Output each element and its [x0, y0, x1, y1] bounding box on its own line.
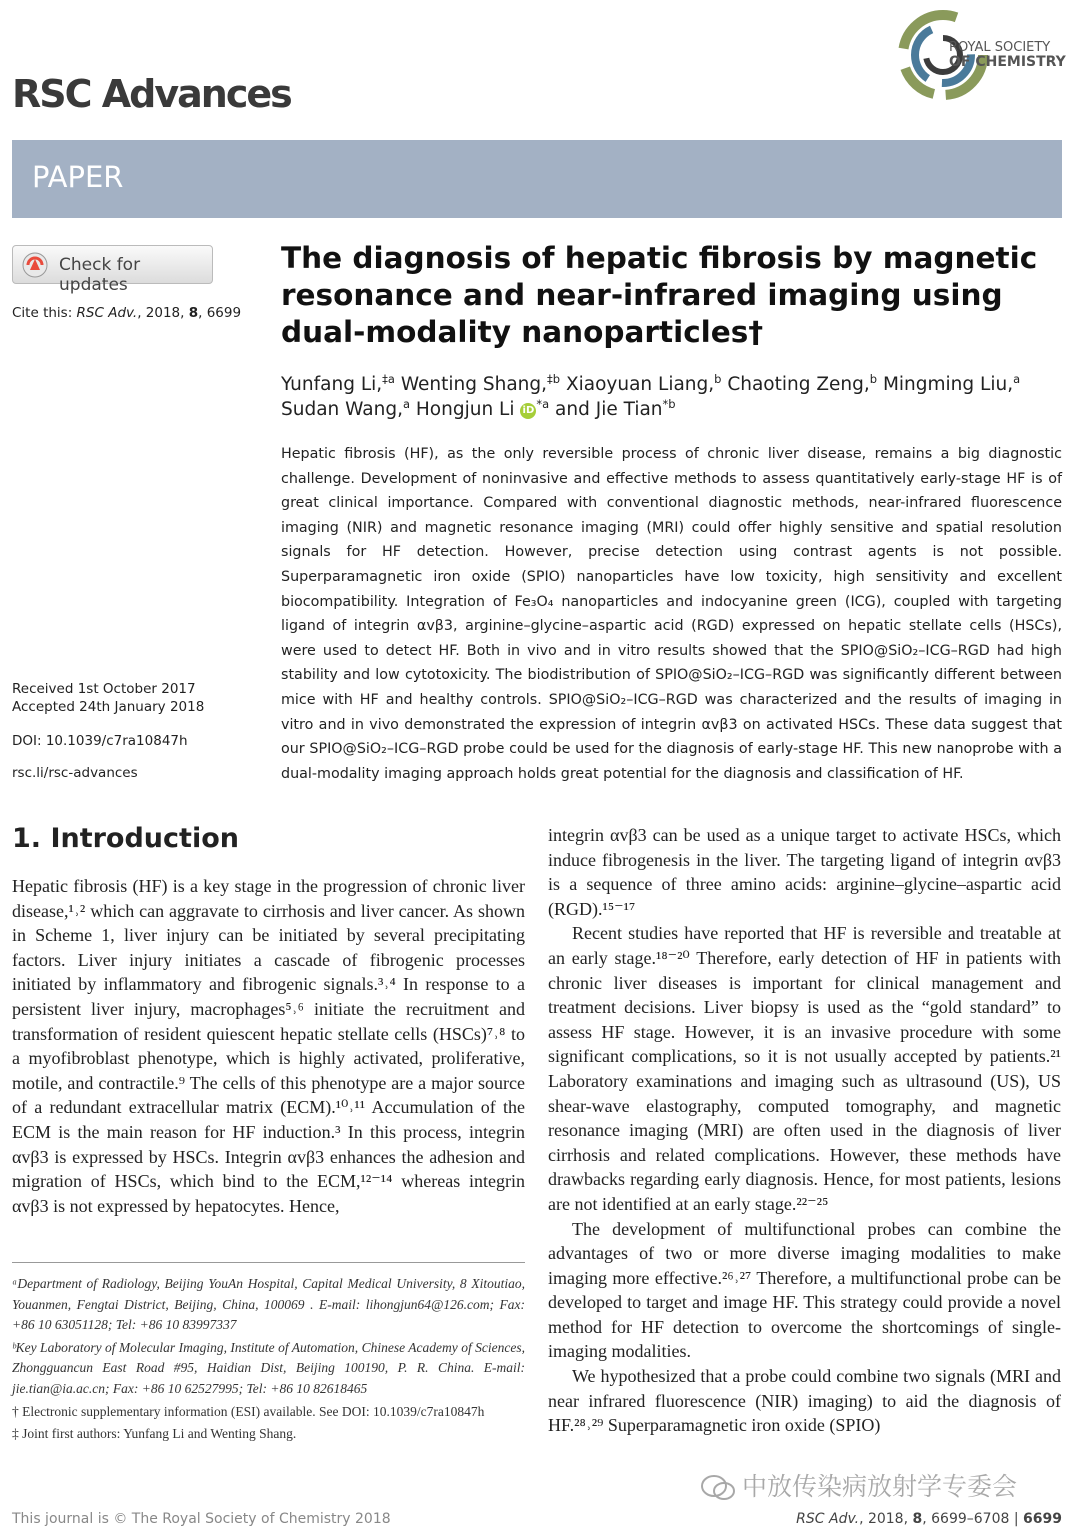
- journal-title: RSC Advances: [12, 72, 291, 116]
- author[interactable]: Sudan Wang,: [281, 399, 403, 420]
- footnotes: [12, 1274, 525, 1447]
- check-updates-icon: [22, 252, 48, 278]
- author[interactable]: Wenting Shang,: [400, 374, 548, 395]
- received-date: Received 1st October 2017: [12, 681, 196, 697]
- author-affil: a: [1013, 371, 1021, 386]
- cite-label: Cite this:: [12, 305, 77, 321]
- footnote-affiliation-a: ᵃDepartment of Radiology, Beijing YouAn Hospital, Capital Medical University, 8 Xitoutiao, Youanmen, Fengtai District, Beijing, China, 100069 . E-mail: lihongjun64@126.com; Fax: +86 10 63051128; Tel: +86 10 83997337: [12, 1276, 525, 1333]
- cite-volume: 8: [188, 305, 199, 321]
- abstract: [281, 442, 1062, 786]
- footnote-joint-authors: ‡ Joint first authors: Yunfang Li and Wenting Shang.: [12, 1426, 297, 1442]
- publisher-line2: OF CHEMISTRY: [949, 54, 1066, 70]
- article-title: The diagnosis of hepatic fibrosis by magnetic resonance and near-infrared imaging using dual-modality nanoparticles†: [281, 241, 1038, 349]
- author-affil: ‡a: [382, 371, 395, 386]
- doi-link[interactable]: DOI: 10.1039/c7ra10847h: [12, 733, 188, 749]
- watermark-text: 中放传染病放射学专委会: [742, 1472, 1018, 1501]
- section-heading-introduction: 1. Introduction: [12, 823, 239, 854]
- footnote-esi: † Electronic supplementary information (ESI) available. See DOI: 10.1039/c7ra10847h: [12, 1403, 485, 1419]
- publisher-line1: ROYAL SOCIETY: [949, 40, 1051, 55]
- cite-year: , 2018,: [137, 305, 189, 321]
- author[interactable]: Hongjun Li: [415, 399, 515, 420]
- paragraph: We hypothesized that a probe could combine two signals (MRI and near infrared fluorescence (NIR) imaging) to aid the diagnosis of HF.²⁸˒²⁹ Superparamagnetic iron oxide (SPIO): [548, 1366, 1061, 1436]
- paragraph: Recent studies have reported that HF is reversible and treatable at an early stage.¹⁸⁻²⁰ Therefore, early detection of HF in patients with chronic liver diseases is important for clinical management and treatment decisions. Liver biopsy is used as the “gold standard” to assess HF stage. However, it is an invasive procedure with some significant complications, so it is not usually accepted by patients.²¹ Laboratory examinations and imaging such as ultrasound (US), US shear-wave elastography, computed tomography, and magnetic resonance imaging (MRI) are often used in the diagnosis of liver cirrhosis and related complications. However, these methods have drawbacks regarding early diagnosis. Hence, for most patients, lesions are not identified at an early stage.²²⁻²⁵: [548, 923, 1061, 1214]
- abstract-text: Hepatic fibrosis (HF), as the only reversible process of chronic liver disease, remains a big diagnostic challenge. Development of noninvasive and effective methods to assess quantitatively early-stage HF is of great clinical importance. Compared with conventional diagnostic methods, near-infrared fluorescence imaging (NIR) and magnetic resonance imaging (MRI) could offer highly sensitive and spatial resolution signals for HF detection. However, precise detection using contrast agents is not possible. Superparamagnetic iron oxide (SPIO) nanoparticles have low toxicity, high sensitivity and excellent biocompatibility. Integration of Fe₃O₄ nanoparticles and indocyanine green (ICG), coupled with targeting ligand of integrin αvβ3, arginine–glycine–aspartic acid (RGD) expressed on hepatic stellate cells (HSCs), were used to detect HF. Both in vivo and in vitro results showed that the SPIO@SiO₂–ICG–RGD had high stability and low cytotoxicity. The biodistribution of SPIO@SiO₂–ICG–RGD was significantly different between mice with HF and healthy controls. SPIO@SiO₂–ICG–RGD was characterized and the results of imaging in vitro and in vivo demonstrated the expression of integrin αvβ3 on activated HSCs. These data suggest that our SPIO@SiO₂–ICG–RGD probe could be used for the diagnosis of early-stage HF. This new nanoprobe with a dual-modality imaging approach holds great potential for the diagnosis and classification of HF.: [281, 446, 1062, 782]
- rsc-logo: [895, 0, 1075, 110]
- paragraph: integrin αvβ3 can be used as a unique target to activate HSCs, which induce fibrogenesis in the liver. The targeting ligand of integrin αvβ3 is a sequence of three amino acids: arginine–glycine–aspartic acid (RGD).¹⁵⁻¹⁷: [548, 825, 1061, 919]
- journal-site-link[interactable]: rsc.li/rsc-advances: [12, 765, 138, 781]
- footer-pages: , 6699–6708 |: [922, 1511, 1024, 1527]
- citation: [12, 305, 241, 321]
- page-number: 6699: [1023, 1511, 1062, 1527]
- check-updates-label: Check for updates: [59, 255, 141, 295]
- author-list: [281, 372, 1071, 422]
- footer-journal: RSC Adv.: [796, 1511, 860, 1527]
- footer-copyright: This journal is © The Royal Society of Chemistry 2018: [12, 1511, 391, 1527]
- cite-page: , 6699: [198, 305, 242, 321]
- author-affil: b: [869, 371, 878, 386]
- footer-citation: [796, 1511, 1062, 1527]
- wechat-icon: [700, 1474, 736, 1502]
- cite-journal: RSC Adv.: [76, 305, 138, 321]
- footnote-affiliation-b: ᵇKey Laboratory of Molecular Imaging, Institute of Automation, Chinese Academy of Sciences, Zhongguancun East Road #95, Haidian Dist, Beijing 100190, P. R. China. E-mail: jie.tian@ia.ac.cn; Fax: +86 10 62527995; Tel: +86 10 82618465: [12, 1339, 525, 1396]
- author-affil: ‡b: [547, 371, 561, 386]
- footnote-divider: [12, 1262, 525, 1263]
- body-column-right: [548, 823, 1061, 1438]
- orcid-icon[interactable]: iD: [520, 403, 536, 419]
- author[interactable]: Xiaoyuan Liang,: [565, 374, 715, 395]
- author-affil: b: [714, 371, 722, 386]
- author-affil: *b: [662, 396, 676, 411]
- author[interactable]: Yunfang Li,: [281, 374, 383, 395]
- author[interactable]: Chaoting Zeng,: [727, 374, 870, 395]
- author-affil: a: [402, 396, 410, 411]
- article-type-bar: [12, 140, 1062, 218]
- watermark: [700, 1467, 1017, 1503]
- author-affil: *a: [536, 396, 550, 411]
- author[interactable]: and Jie Tian: [555, 399, 663, 420]
- paragraph: Hepatic fibrosis (HF) is a key stage in the progression of chronic liver disease,¹˒² which can aggravate to cirrhosis and liver cancer. As shown in Scheme 1, liver injury can be initiated by several precipitating factors. Liver injury initiates a cascade of fibrogenic processes initiated by inflammatory and fibrogenic signals.³˒⁴ In response to a persistent liver injury, macrophages⁵˒⁶ initiate the recruitment and transformation of resident quiescent hepatic stellate cells (HSCs)⁷˒⁸ to a myofibroblast phenotype, which is highly activated, proliferative, motile, and contractile.⁹ The cells of this phenotype are a major source of a redundant extracellular matrix (ECM).¹⁰˒¹¹ Accumulation of the ECM is the main reason for HF induction.³ In this process, integrin αvβ3 is expressed by HSCs. Integrin αvβ3 enhances the adhesion and migration of HSCs, which bind to the ECM,¹²⁻¹⁴ whereas integrin αvβ3 is not expressed by hepatocytes. Hence,: [12, 876, 525, 1216]
- accepted-date: Accepted 24th January 2018: [12, 699, 205, 715]
- body-column-left: [12, 874, 525, 1218]
- footer-year: , 2018,: [859, 1511, 913, 1527]
- footer-volume: 8: [912, 1511, 923, 1527]
- check-for-updates-button[interactable]: [12, 245, 213, 295]
- article-type-label: PAPER: [32, 160, 124, 194]
- author[interactable]: Mingming Liu,: [882, 374, 1014, 395]
- paragraph: The development of multifunctional probes can combine the advantages of two or more diverse imaging modalities to make imaging more effective.²⁶˒²⁷ Therefore, a multifunctional probe can be developed to target and image HF. This strategy could provide a novel method for HF detection to overcome the shortcomings of single-imaging modalities.: [548, 1218, 1061, 1362]
